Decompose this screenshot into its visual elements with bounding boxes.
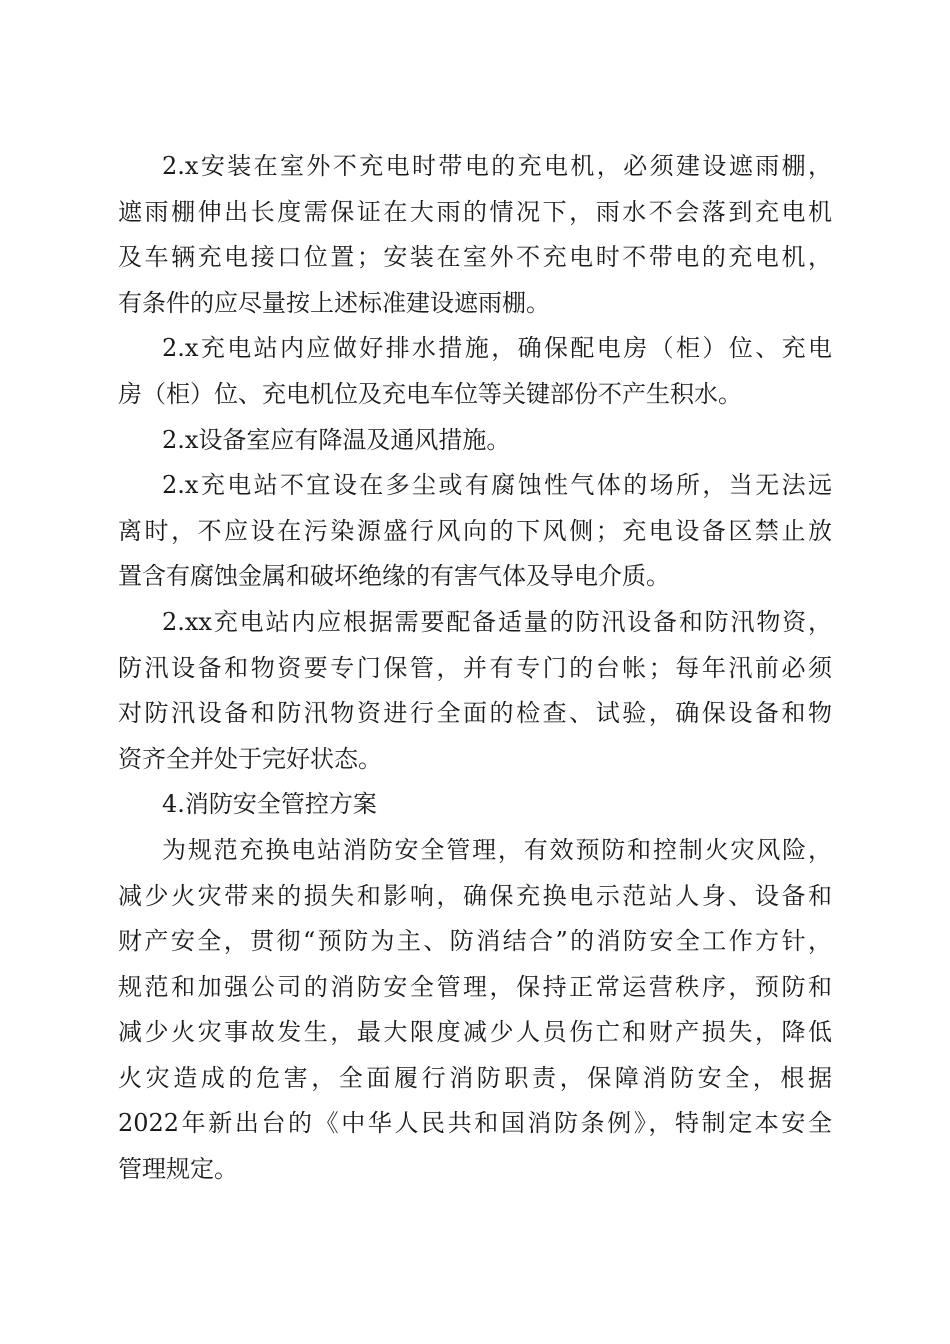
text-line: 2022年新出台的《中华人民共和国消防条例》，特制定本安全 [118,1109,832,1138]
paragraph-flood-control [118,600,832,782]
text-line: 规范和加强公司的消防安全管理，保持正常运营秩序，预防和 [118,972,832,1001]
text-line: 离时，不应设在污染源盛行风向的下风侧；充电设备区禁止放 [118,516,832,545]
paragraph-drainage [118,326,832,417]
text-line: 管理规定。 [118,1155,238,1184]
text-line: 2.xx充电站内应根据需要配备适量的防汛设备和防汛物资， [162,607,832,636]
text-line: 遮雨棚伸出长度需保证在大雨的情况下，雨水不会落到充电机 [118,197,832,226]
paragraph-fire-safety-purpose [118,828,832,1193]
text-line: 资齐全并处于完好状态。 [118,744,382,773]
text-line: 房（柜）位、充电机位及充电车位等关键部份不产生积水。 [118,379,742,408]
text-line: 财产安全，贯彻“预防为主、防消结合”的消防安全工作方针， [118,927,832,956]
text-line: 减少火灾事故发生，最大限度减少人员伤亡和财产损失，降低 [118,1018,832,1047]
text-line: 对防汛设备和防汛物资进行全面的检查、试验，确保设备和物 [118,699,832,728]
document-body [118,144,832,1193]
section-heading-fire-safety [118,782,832,828]
text-line: 有条件的应尽量按上述标准建设遮雨棚。 [118,288,550,317]
text-line: 置含有腐蚀金属和破坏绝缘的有害气体及导电介质。 [118,562,670,591]
paragraph-rain-shelter [118,144,832,326]
text-line: 2.x安装在室外不充电时带电的充电机，必须建设遮雨棚， [162,152,832,180]
paragraph-cooling [118,418,832,464]
text-line: 及车辆充电接口位置；安装在室外不充电时不带电的充电机， [118,243,832,272]
text-line: 防汛设备和物资要专门保管，并有专门的台帐；每年汛前必须 [118,653,832,682]
paragraph-site-selection [118,463,832,600]
text-line: 减少火灾带来的损失和影响，确保充换电示范站人身、设备和 [118,881,832,910]
text-line: 2.x设备室应有降温及通风措施。 [162,425,511,454]
text-line: 火灾造成的危害，全面履行消防职责，保障消防安全，根据 [118,1063,832,1092]
section-heading: 4.消防安全管控方案 [162,790,377,819]
text-line: 2.x充电站不宜设在多尘或有腐蚀性气体的场所，当无法远 [162,471,832,500]
text-line: 2.x充电站内应做好排水措施，确保配电房（柜）位、充电 [162,334,832,363]
text-line: 为规范充换电站消防安全管理，有效预防和控制火灾风险， [162,835,832,864]
